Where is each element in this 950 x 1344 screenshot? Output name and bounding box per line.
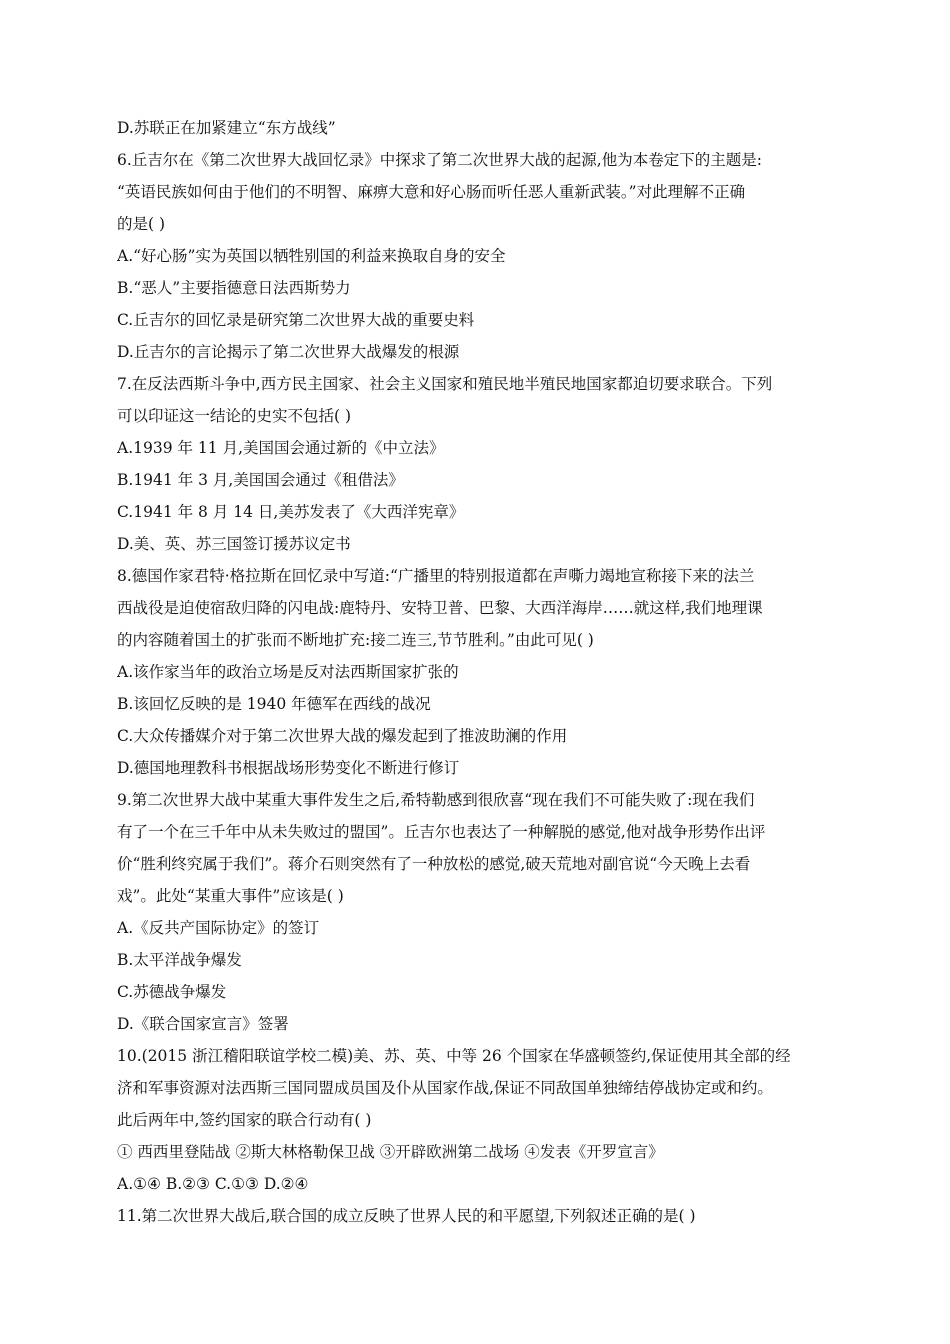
option-b: B.太平洋战争爆发 bbox=[117, 951, 242, 969]
question-10 bbox=[117, 1040, 837, 1200]
option-b: B.“恶人”主要指德意日法西斯势力 bbox=[117, 279, 351, 297]
question-9 bbox=[117, 784, 837, 1040]
document-page bbox=[117, 112, 837, 1232]
option-a: A.该作家当年的政治立场是反对法西斯国家扩张的 bbox=[117, 663, 459, 681]
question-stem: 6.丘吉尔在《第二次世界大战回忆录》中探求了第二次世界大战的起源,他为本卷定下的主题是: bbox=[117, 151, 762, 169]
question-stem: 价“胜利终究属于我们”。蒋介石则突然有了一种放松的感觉,破天荒地对副官说“今天晚上去看 bbox=[117, 855, 751, 873]
question-stem: 西战役是迫使宿敌归降的闪电战:鹿特丹、安特卫普、巴黎、大西洋海岸……就这样,我们地理课 bbox=[117, 599, 763, 617]
question-stem: 9.第二次世界大战中某重大事件发生之后,希特勒感到很欣喜“现在我们不可能失败了:现在我们 bbox=[117, 791, 755, 809]
option-d: D.美、英、苏三国签订援苏议定书 bbox=[117, 535, 351, 553]
question-stem: 11.第二次世界大战后,联合国的成立反映了世界人民的和平愿望,下列叙述正确的是( ) bbox=[117, 1207, 696, 1225]
question-stem: 可以印证这一结论的史实不包括( ) bbox=[117, 407, 352, 425]
question-stem: 济和军事资源对法西斯三国同盟成员国及仆从国家作战,保证不同敌国单独缔结停战协定或和约。 bbox=[117, 1079, 773, 1097]
option-a: A.1939 年 11 月,美国国会通过新的《中立法》 bbox=[117, 439, 445, 457]
option-d: D.丘吉尔的言论揭示了第二次世界大战爆发的根源 bbox=[117, 343, 460, 361]
text-line: D.苏联正在加紧建立“东方战线” bbox=[117, 119, 336, 137]
question-stem: 7.在反法西斯斗争中,西方民主国家、社会主义国家和殖民地半殖民地国家都迫切要求联合。下列 bbox=[117, 375, 773, 393]
option-c: C.1941 年 8 月 14 日,美苏发表了《大西洋宪章》 bbox=[117, 503, 465, 521]
question-stem: 10.(2015 浙江稽阳联谊学校二模)美、苏、英、中等 26 个国家在华盛顿签约,保证使用其全部的经 bbox=[117, 1047, 791, 1065]
option-d: D.《联合国家宣言》签署 bbox=[117, 1015, 289, 1033]
option-c: C.丘吉尔的回忆录是研究第二次世界大战的重要史料 bbox=[117, 311, 475, 329]
option-a: A.“好心肠”实为英国以牺牲别国的利益来换取自身的安全 bbox=[117, 247, 506, 265]
option-a: A.《反共产国际协定》的签订 bbox=[117, 919, 320, 937]
option-d-q5 bbox=[117, 112, 837, 144]
question-stem: 戏”。此处“某重大事件”应该是( ) bbox=[117, 887, 344, 905]
option-c: C.苏德战争爆发 bbox=[117, 983, 227, 1001]
option-d: D.德国地理教科书根据战场形势变化不断进行修订 bbox=[117, 759, 460, 777]
option-b: B.1941 年 3 月,美国国会通过《租借法》 bbox=[117, 471, 404, 489]
question-stem: 的是( ) bbox=[117, 215, 166, 233]
question-8 bbox=[117, 560, 837, 784]
option-c: C.大众传播媒介对于第二次世界大战的爆发起到了推波助澜的作用 bbox=[117, 727, 568, 745]
question-11 bbox=[117, 1200, 837, 1232]
question-stem: 的内容随着国土的扩张而不断地扩充:接二连三,节节胜利。”由此可见( ) bbox=[117, 631, 594, 649]
question-7 bbox=[117, 368, 837, 560]
answer-options: A.①④ B.②③ C.①③ D.②④ bbox=[117, 1175, 309, 1193]
question-stem: 8.德国作家君特·格拉斯在回忆录中写道:“广播里的特别报道都在声嘶力竭地宣称接下来的法兰 bbox=[117, 567, 755, 585]
numbered-items: ① 西西里登陆战 ②斯大林格勒保卫战 ③开辟欧洲第二战场 ④发表《开罗宣言》 bbox=[117, 1143, 664, 1161]
question-stem: 此后两年中,签约国家的联合行动有( ) bbox=[117, 1111, 372, 1129]
question-6 bbox=[117, 144, 837, 368]
option-b: B.该回忆反映的是 1940 年德军在西线的战况 bbox=[117, 695, 431, 713]
question-stem: “英语民族如何由于他们的不明智、麻痹大意和好心肠而听任恶人重新武装。”对此理解不正确 bbox=[117, 183, 746, 201]
question-stem: 有了一个在三千年中从未失败过的盟国”。丘吉尔也表达了一种解脱的感觉,他对战争形势作出评 bbox=[117, 823, 766, 841]
